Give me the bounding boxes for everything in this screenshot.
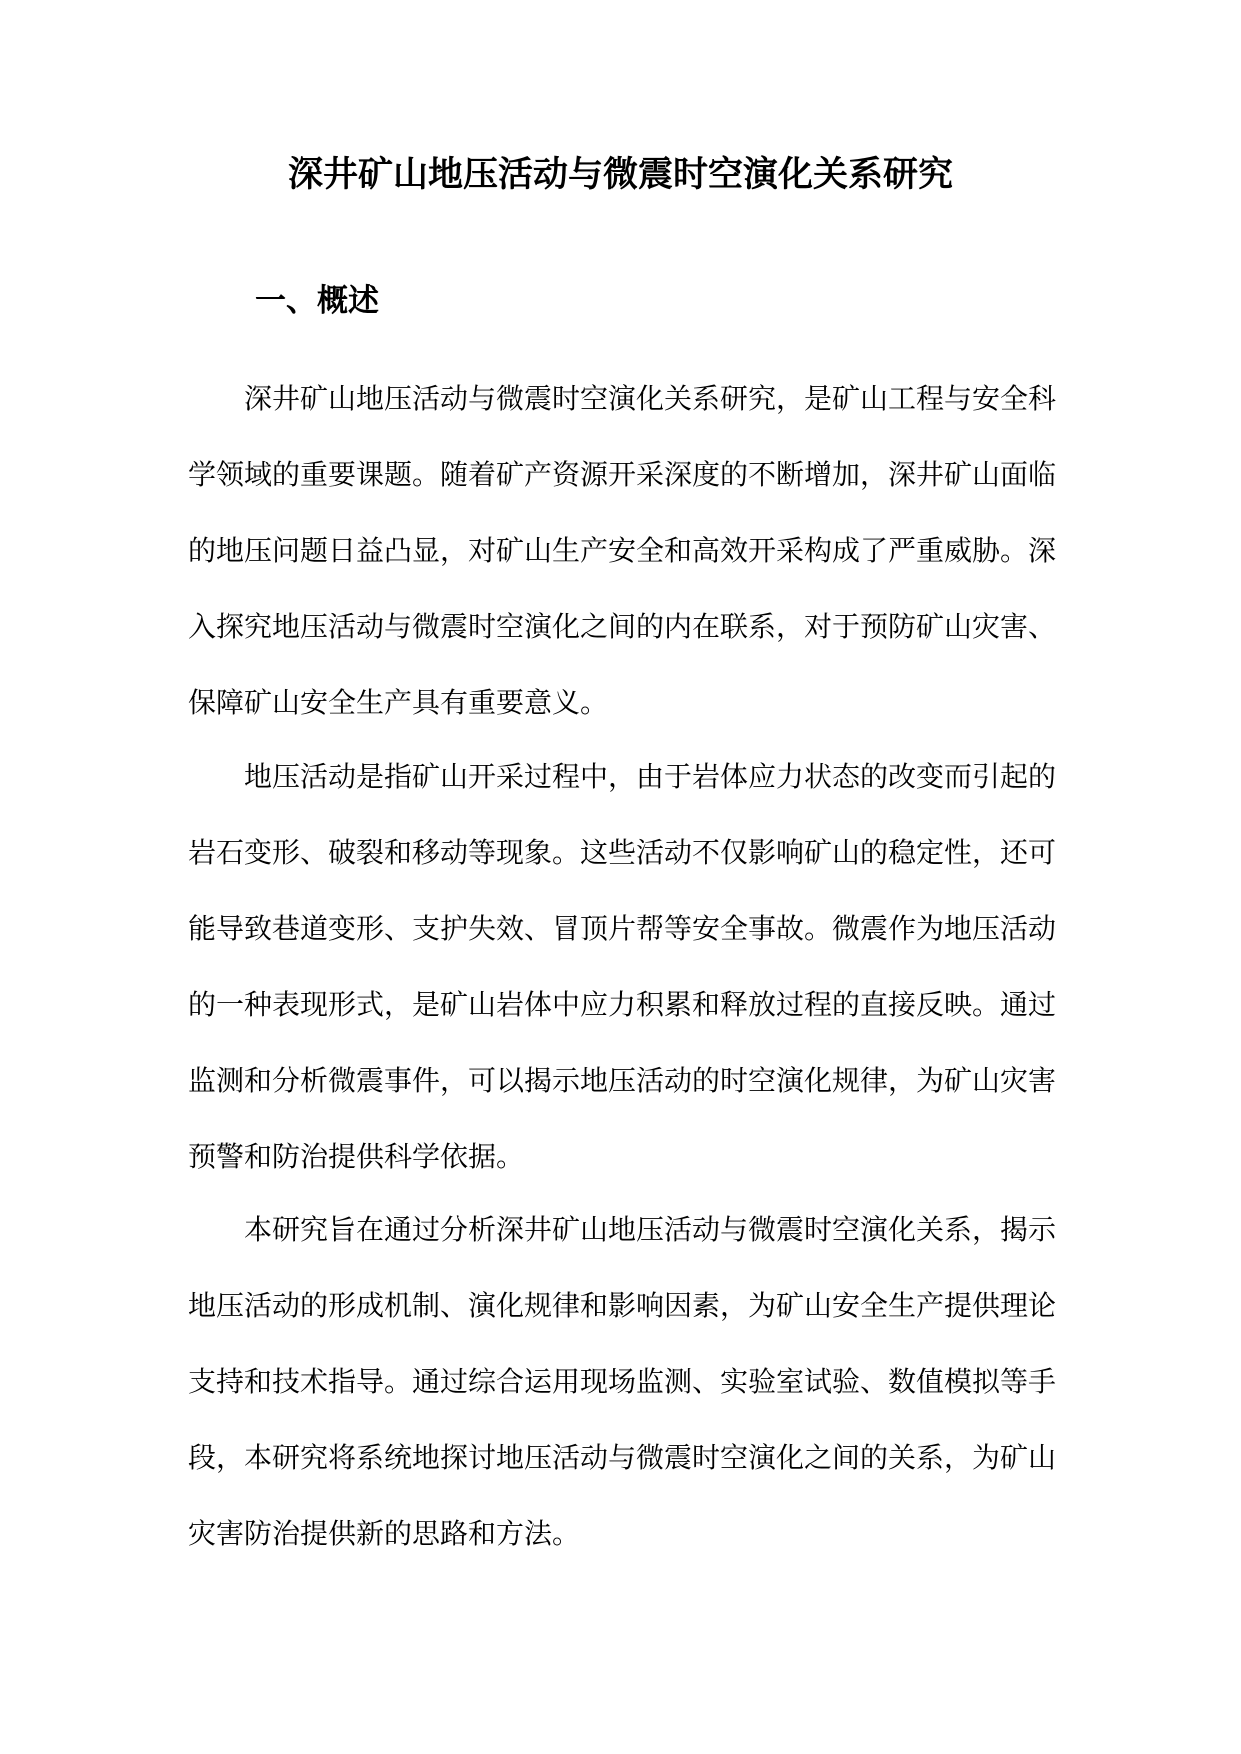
paragraph: 地压活动是指矿山开采过程中，由于岩体应力状态的改变而引起的岩石变形、破裂和移动等现象。这些活动不仅影响矿山的稳定性，还可能导致巷道变形、支护失效、冒顶片帮等安全事故。微震作为地压活动的一种表现形式，是矿山岩体中应力积累和释放过程的直接反映。通过监测和分析微震事件，可以揭示地压活动的时空演化规律，为矿山灾害预警和防治提供科学依据。: [188, 760, 1057, 1173]
paragraph: 深井矿山地压活动与微震时空演化关系研究，是矿山工程与安全科学领域的重要课题。随着矿产资源开采深度的不断增加，深井矿山面临的地压问题日益凸显，对矿山生产安全和高效开采构成了严重威胁。深入探究地压活动与微震时空演化之间的内在联系，对于预防矿山灾害、保障矿山安全生产具有重要意义。: [188, 382, 1057, 719]
paragraph: 本研究旨在通过分析深井矿山地压活动与微震时空演化关系，揭示地压活动的形成机制、演化规律和影响因素，为矿山安全生产提供理论支持和技术指导。通过综合运用现场监测、实验室试验、数值模拟等手段，本研究将系统地探讨地压活动与微震时空演化之间的关系，为矿山灾害防治提供新的思路和方法。: [188, 1213, 1057, 1550]
section-heading: 一、概述: [255, 283, 379, 319]
document-title: 深井矿山地压活动与微震时空演化关系研究: [287, 155, 953, 195]
